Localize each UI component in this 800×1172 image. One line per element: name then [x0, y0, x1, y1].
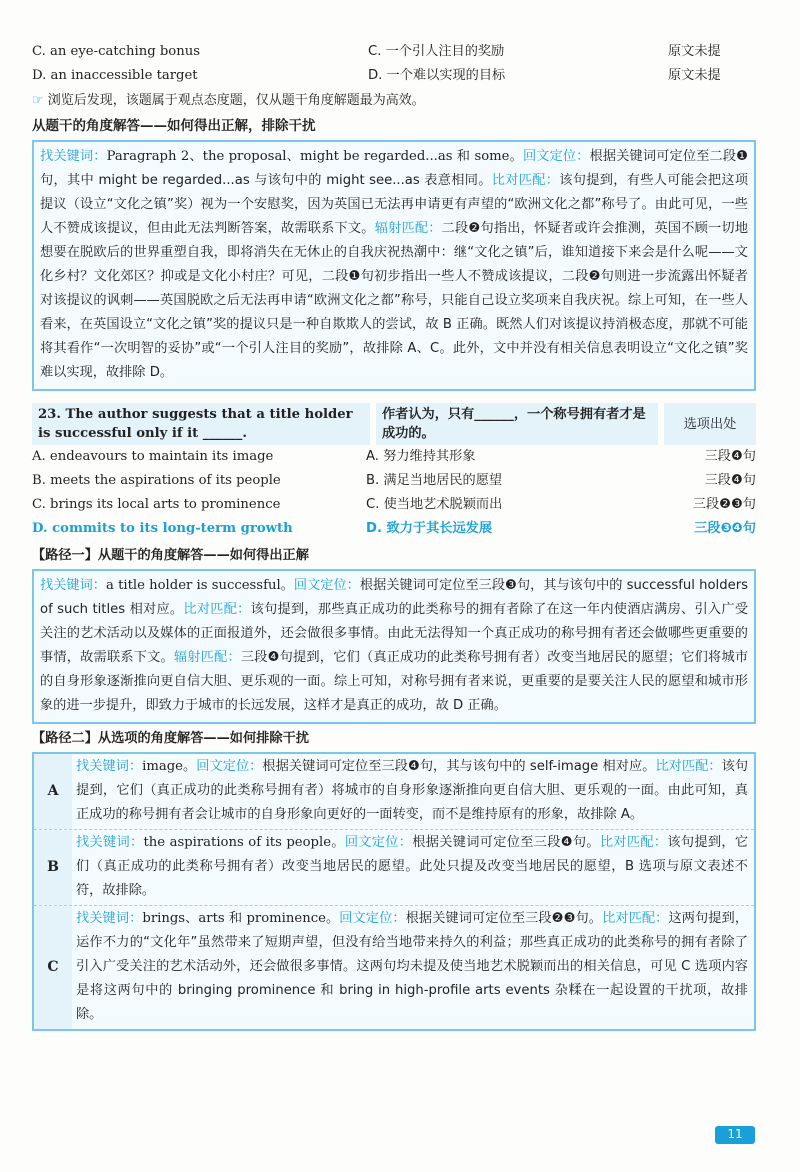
option-analysis-list — [32, 752, 756, 1031]
option-row — [32, 445, 756, 469]
option-analysis-a — [34, 754, 754, 830]
option-zh: D. 致力于其长远发展 — [366, 521, 493, 537]
match-label: 比对匹配： — [183, 602, 251, 618]
analysis-text: 根据关键词可定位至三段❸句，其与该句中的 successful holders of such titles 相对应。 — [40, 578, 749, 618]
option-note: 原文未提 — [668, 44, 721, 59]
analysis-box — [32, 140, 756, 391]
analysis-text: 根据关键词可定位至三段❹句，其与该句中的 self-image 相对应。 — [262, 759, 656, 775]
option-row — [32, 493, 756, 517]
option-analysis-text — [72, 830, 754, 905]
keyword-label: 找关键词： — [40, 149, 107, 164]
option-row — [32, 469, 756, 493]
option-en: A. endeavours to maintain its image — [32, 449, 274, 465]
option-letter: B — [34, 830, 72, 905]
locate-label: 回文定位： — [293, 578, 360, 594]
radiate-label: 辐射匹配： — [374, 221, 442, 237]
locate-label: 回文定位： — [522, 149, 590, 164]
match-label: 比对匹配： — [599, 835, 668, 851]
analysis-text: 该句提到，它们（真正成功的此类称号拥有者）改变当地居民的愿望。此处只提及改变当地居民的愿望，B 选项与原文表述不符，故排除。 — [76, 835, 749, 899]
option-row-correct — [32, 517, 756, 541]
locate-label: 回文定位： — [196, 759, 263, 775]
analysis-text: a title holder is successful。 — [106, 578, 294, 594]
analysis-text: 该句提到，有些人可能会把这项提议（设立“文化之镇”奖）视为一个安慰奖，因为英国已无法再申请更有声望的“欧洲文化之都”称号了。由此可见，一些人不赞成该提议，但由此无法判断答案，故需联系下文。 — [40, 173, 749, 237]
analysis-box — [32, 569, 756, 724]
route-heading: 【路径一】从题干的角度解答——如何得出正解 — [32, 548, 309, 564]
keyword-label: 找关键词： — [76, 835, 144, 851]
option-analysis-text — [72, 906, 754, 1029]
option-zh: D. 一个难以实现的目标 — [368, 68, 506, 83]
analysis-text: 这两句提到，运作不力的“文化年”虽然带来了短期声望，但没有给当地带来持久的利益；那些真正成功的此类称号的拥有者除了引入广受关注的艺术活动外，还会做很多事情。这两句均未提及使当地艺术脱颖而出的相关信息，可见 C 选项内容是将这两句中的 bringing prominence 和 bring in high-profile arts events 杂糅在一起设置的干扰项，故排除。 — [76, 911, 749, 1023]
option-letter: C — [34, 906, 72, 1029]
analysis-text: 根据关键词可定位至二段❶句，其中 might be regarded...as 与该句中的 might see...as 表意相同。 — [40, 149, 748, 189]
tip — [32, 90, 756, 112]
question-en: 23. The author suggests that a title holder is successful only if it ______. — [32, 403, 370, 445]
question-options — [32, 445, 756, 541]
option-row — [32, 64, 756, 88]
page-number: 11 — [715, 1126, 755, 1144]
keyword-label: 找关键词： — [76, 911, 143, 927]
locate-label: 回文定位： — [344, 835, 413, 851]
option-source: 三段❷❸句 — [692, 497, 756, 513]
analysis-text: 三段❹句提到，它们（真正成功的此类称号拥有者）改变当地居民的愿望；它们将城市的自身形象逐渐推向更自信大胆、更乐观的一面。综上可知，对称号拥有者来说，更重要的是要关注人民的愿望和城市形象的进一步提升，即致力于城市的长远发展，这样才是真正的成功，故 D 正确。 — [40, 650, 749, 714]
option-zh: C. 使当地艺术脱颖而出 — [366, 497, 503, 513]
match-label: 比对匹配： — [655, 759, 722, 775]
match-label: 比对匹配： — [491, 173, 560, 189]
radiate-label: 辐射匹配： — [173, 650, 241, 666]
analysis-text: brings、arts 和 prominence。 — [142, 911, 340, 927]
option-zh: C. 一个引人注目的奖励 — [368, 44, 505, 59]
analysis-text: 该句提到，那些真正成功的此类称号的拥有者除了在这一年内使酒店满房、引入广受关注的艺术活动以及媒体的正面报道外，还会做很多事情。由此无法得知一个真正成功的称号拥有者还会做哪些更重要的事情，故需联系下文。 — [40, 602, 749, 666]
option-note: 原文未提 — [668, 68, 721, 83]
option-source: 三段❹句 — [704, 473, 756, 489]
option-letter: A — [34, 754, 72, 829]
analysis-text: 根据关键词可定位至三段❹句。 — [412, 835, 600, 851]
match-label: 比对匹配： — [602, 911, 669, 927]
option-analysis-b — [34, 830, 754, 906]
analysis-text: image。 — [142, 759, 197, 775]
locate-label: 回文定位： — [339, 911, 406, 927]
option-en: D. an inaccessible target — [32, 68, 198, 83]
option-en: C. brings its local arts to prominence — [32, 497, 281, 513]
analysis-text: 二段❷句指出，怀疑者或许会推测，英国不顾一切地想要在脱欧后的世界重塑自我，即将消失在无休止的自我庆祝热潮中：继“文化之镇”后，谁知道接下来会是什么呢——文化乡村？文化郊区？抑或是文化小村庄？可见，二段❶句初步指出一些人不赞成该提议，二段❷句则进一步流露出怀疑者对该提议的讽刺——英国脱欧之后无法再申请“欧洲文化之都”称号，只能自己设立奖项来自我庆祝。综上可知，在一些人看来，在英国设立“文化之镇”奖的提议只是一种自欺欺人的尝试，故 B 正确。既然人们对该提议持消极态度，那就不可能将其看作“一次明智的妥协”或“一个引人注目的奖励”，故排除 A、C。此外，文中并没有相关信息表明设立“文化之镇”奖难以实现，故排除 D。 — [40, 221, 749, 381]
option-analysis-text — [72, 754, 754, 829]
option-source: 三段❸❹句 — [694, 521, 756, 537]
analysis-text: Paragraph 2、the proposal、might be regarded...as 和 some。 — [106, 149, 523, 164]
question-zh: 作者认为，只有______，一个称号拥有者才是成功的。 — [376, 403, 658, 445]
option-en: C. an eye-catching bonus — [32, 44, 200, 59]
question-header — [32, 403, 756, 445]
option-en: B. meets the aspirations of its people — [32, 473, 281, 489]
pointing-hand-icon: ☞ — [32, 93, 44, 108]
option-zh: A. 努力维持其形象 — [366, 449, 476, 465]
section-heading: 从题干的角度解答——如何得出正解，排除干扰 — [32, 118, 316, 134]
source-header: 选项出处 — [664, 403, 756, 445]
analysis-text: 根据关键词可定位至三段❷❸句。 — [405, 911, 603, 927]
page — [32, 40, 756, 1031]
option-source: 三段❹句 — [704, 449, 756, 465]
route-heading: 【路径二】从选项的角度解答——如何排除干扰 — [32, 731, 309, 747]
keyword-label: 找关键词： — [76, 759, 143, 775]
option-zh: B. 满足当地居民的愿望 — [366, 473, 503, 489]
tip-text: 浏览后发现，该题属于观点态度题，仅从题干角度解题最为高效。 — [47, 93, 425, 108]
option-en: D. commits to its long-term growth — [32, 521, 293, 537]
option-analysis-c — [34, 906, 754, 1029]
analysis-text: the aspirations of its people。 — [143, 835, 345, 851]
analysis-text: 该句提到，它们（真正成功的此类称号拥有者）将城市的自身形象逐渐推向更自信大胆、更乐观的一面。由此可知，真正成功的称号拥有者会让城市的自身形象向更好的一面转变，而不是维持原有的形象，故排除 A。 — [76, 759, 749, 823]
keyword-label: 找关键词： — [40, 578, 106, 594]
option-row — [32, 40, 756, 64]
